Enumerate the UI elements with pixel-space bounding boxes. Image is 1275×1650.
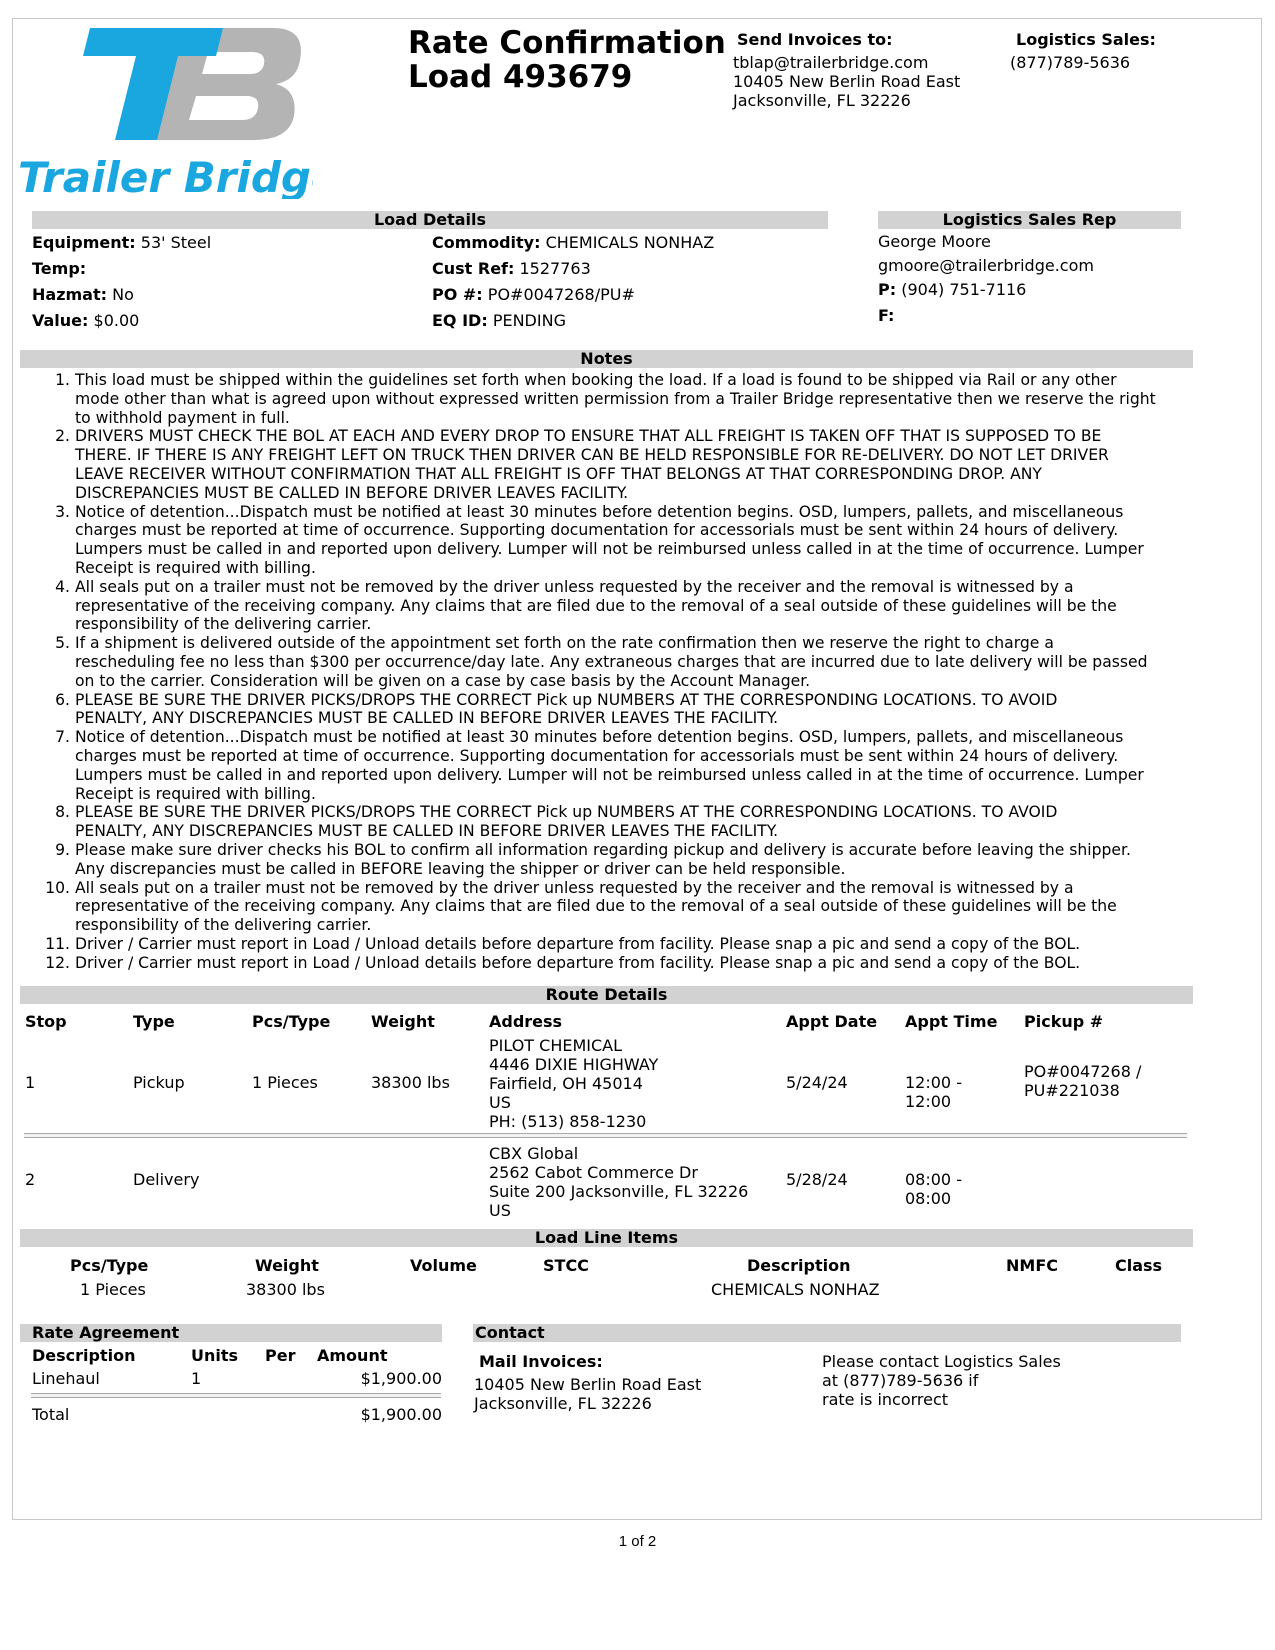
route-col-pcs: Pcs/Type <box>252 1012 331 1031</box>
route-col-stop: Stop <box>25 1012 67 1031</box>
rate-total-amount: $1,900.00 <box>360 1405 442 1424</box>
note-text-line: responsibility of the delivering carrier. <box>75 615 372 634</box>
note-item <box>15 503 1195 578</box>
line-item-description: CHEMICALS NONHAZ <box>711 1280 880 1299</box>
temp-label: Temp: <box>32 259 87 278</box>
load-line-items-header: Load Line Items <box>20 1229 1193 1247</box>
route-col-appt-date: Appt Date <box>786 1012 878 1031</box>
mail-invoices-label: Mail Invoices: <box>479 1352 603 1371</box>
note-text-line: representative of the receiving company. Any claims that are filed due to the removal of a seal outside of these guidelines will be the <box>75 897 1117 916</box>
note-text-line: Please make sure driver checks his BOL to confirm all information regarding pickup and delivery is accurate before leaving the shipper. <box>75 840 1131 859</box>
note-number: 6. <box>55 690 70 709</box>
rate-col-per: Per <box>265 1346 296 1365</box>
equipment-label: Equipment: <box>32 233 136 252</box>
note-item <box>15 879 1195 935</box>
route-row-stop-1 <box>25 1036 1195 1131</box>
stop-appt-time <box>905 1073 962 1111</box>
notes-list <box>15 371 1195 973</box>
note-text-line: Notice of detention...Dispatch must be notified at least 30 minutes before detention begins. OSD, lumpers, pallets, and miscellaneous <box>75 728 1124 747</box>
note-item <box>15 841 1195 879</box>
sales-rep-phone-label: P: <box>878 280 897 299</box>
logistics-sales-phone: (877)789-5636 <box>1010 53 1131 72</box>
page-number: 1 of 2 <box>618 1533 657 1550</box>
invoice-city: Jacksonville, FL 32226 <box>733 91 911 110</box>
eq-id-value: PENDING <box>492 311 566 330</box>
line-items-table-header <box>0 1256 1275 1276</box>
load-number: Load 493679 <box>408 59 633 95</box>
note-text-line: LEAVE RECEIVER WITHOUT CONFIRMATION THAT ALL FREIGHT IS OFF THAT BELONGS AT THAT CORRESPONDING DROP. ANY <box>75 464 1042 483</box>
contact-note-line: Please contact Logistics Sales <box>822 1352 1061 1371</box>
stop-appt-date: 5/28/24 <box>786 1170 848 1189</box>
contact-note <box>822 1352 1061 1409</box>
address-line: Suite 200 Jacksonville, FL 32226 <box>489 1182 749 1201</box>
stop-weight: 38300 lbs <box>371 1073 450 1092</box>
note-text-line: on to the carrier. Consideration will be given on a case by case basis by the Account Manager. <box>75 671 811 690</box>
line-col-description: Description <box>747 1256 851 1275</box>
sales-rep-fax-label: F: <box>878 306 895 325</box>
rate-description: Linehaul <box>32 1369 100 1388</box>
stop-type: Delivery <box>133 1170 200 1189</box>
value-value: $0.00 <box>93 311 140 330</box>
note-item <box>15 578 1195 634</box>
note-item <box>15 954 1195 973</box>
contact-header: Contact <box>473 1324 1181 1342</box>
stop-address <box>489 1144 748 1220</box>
equipment-value: 53' Steel <box>140 233 212 252</box>
note-text-line: Driver / Carrier must report in Load / Unload details before departure from facility. Please snap a pic and send a copy of the BOL. <box>75 953 1081 972</box>
note-number: 4. <box>55 577 70 596</box>
load-details-left <box>32 233 412 337</box>
note-text-line: Lumpers must be called in and reported upon delivery. Lumper will not be reimbursed unless called in at the time of occurrence. Lumper <box>75 765 1144 784</box>
value-label: Value: <box>32 311 89 330</box>
note-number: 2. <box>55 427 70 446</box>
logistics-sales-block <box>1010 30 1156 72</box>
line-col-pcs: Pcs/Type <box>70 1256 149 1275</box>
load-details-middle <box>432 233 852 337</box>
note-number: 3. <box>55 502 70 521</box>
contact-mail-block <box>474 1352 701 1413</box>
note-text-line: All seals put on a trailer must not be removed by the driver unless requested by the receiver and the removal is witnessed by a <box>75 577 1074 596</box>
load-details-header: Load Details <box>32 211 828 229</box>
send-invoices-block <box>733 30 960 110</box>
stop-appt-date: 5/24/24 <box>786 1073 848 1092</box>
note-number: 12. <box>45 953 70 972</box>
line-col-weight: Weight <box>255 1256 319 1275</box>
note-text-line: Driver / Carrier must report in Load / Unload details before departure from facility. Please snap a pic and send a copy of the BOL. <box>75 934 1081 953</box>
stop-number: 2 <box>25 1170 36 1189</box>
line-col-nmfc: NMFC <box>1006 1256 1058 1275</box>
rate-agreement-header: Rate Agreement <box>20 1324 442 1342</box>
line-item-weight: 38300 lbs <box>246 1280 325 1299</box>
route-col-type: Type <box>133 1012 175 1031</box>
note-text-line: PLEASE BE SURE THE DRIVER PICKS/DROPS THE CORRECT Pick up NUMBERS AT THE CORRESPONDING LOCATIONS. TO AVOID <box>75 690 1058 709</box>
rate-col-units: Units <box>191 1346 239 1365</box>
pickup-line: PO#0047268 / <box>1024 1062 1142 1081</box>
rate-row-linehaul <box>32 1369 442 1389</box>
stop-address <box>489 1036 658 1131</box>
route-col-weight: Weight <box>371 1012 435 1031</box>
sales-rep-header: Logistics Sales Rep <box>878 211 1181 229</box>
rate-units: 1 <box>191 1369 202 1388</box>
note-text-line: All seals put on a trailer must not be removed by the driver unless requested by the receiver and the removal is witnessed by a <box>75 878 1074 897</box>
contact-street: 10405 New Berlin Road East <box>474 1375 702 1394</box>
cust-ref-label: Cust Ref: <box>432 259 515 278</box>
appt-time-line: 12:00 <box>905 1092 952 1111</box>
appt-time-line: 12:00 - <box>905 1073 962 1092</box>
rate-col-description: Description <box>32 1346 136 1365</box>
address-line: 2562 Cabot Commerce Dr <box>489 1163 698 1182</box>
line-col-stcc: STCC <box>543 1256 589 1275</box>
address-line: US <box>489 1201 511 1220</box>
address-line: Fairfield, OH 45014 <box>489 1074 643 1093</box>
rate-total-row <box>32 1405 442 1425</box>
sales-rep-email: gmoore@trailerbridge.com <box>878 256 1094 275</box>
stop-type: Pickup <box>133 1073 185 1092</box>
note-text-line: PENALTY, ANY DISCREPANCIES MUST BE CALLED IN BEFORE DRIVER LEAVES THE FACILITY. <box>75 822 779 841</box>
po-value: PO#0047268/PU# <box>487 285 635 304</box>
line-item-row <box>0 1280 1275 1300</box>
note-text-line: rescheduling fee no less than $300 per occurrence/day late. Any extraneous charges that are incurred due to late delivery will be passed <box>75 652 1148 671</box>
note-text-line: DISCREPANCIES MUST BE CALLED IN BEFORE DRIVER LEAVES FACILITY. <box>75 483 629 502</box>
note-text-line: mode other than what is agreed upon without expressed written permission from a Trailer Bridge representative then we reserve the right <box>75 389 1156 408</box>
stop-number: 1 <box>25 1073 36 1092</box>
note-text-line: Any discrepancies must be called in BEFORE leaving the shipper or driver can be held responsible. <box>75 859 846 878</box>
eq-id-label: EQ ID: <box>432 311 488 330</box>
tb-monogram-icon <box>18 24 313 199</box>
stop-appt-time <box>905 1170 962 1208</box>
po-label: PO #: <box>432 285 483 304</box>
route-row-stop-2 <box>25 1144 1195 1218</box>
address-line: PH: (513) 858-1230 <box>489 1112 647 1131</box>
note-text-line: PENALTY, ANY DISCREPANCIES MUST BE CALLED IN BEFORE DRIVER LEAVES THE FACILITY. <box>75 709 779 728</box>
note-item <box>15 803 1195 841</box>
note-item <box>15 935 1195 954</box>
note-number: 5. <box>55 634 70 653</box>
trailer-bridge-logo <box>18 24 313 199</box>
invoice-street: 10405 New Berlin Road East <box>733 72 961 91</box>
rate-amount: $1,900.00 <box>360 1369 442 1388</box>
note-text-line: responsibility of the delivering carrier. <box>75 916 372 935</box>
address-line: CBX Global <box>489 1144 579 1163</box>
sales-rep-phone: (904) 751-7116 <box>901 280 1027 299</box>
note-text-line: Receipt is required with billing. <box>75 558 316 577</box>
appt-time-line: 08:00 <box>905 1189 952 1208</box>
note-text-line: THERE. IF THERE IS ANY FREIGHT LEFT ON TRUCK THEN DRIVER CAN BE HELD RESPONSIBLE FOR RE-DELIVERY. DO NOT LET DRIVER <box>75 446 1109 465</box>
rate-total-label: Total <box>32 1405 70 1424</box>
sales-rep-details <box>878 232 1198 332</box>
route-col-pickup: Pickup # <box>1024 1012 1104 1031</box>
note-number: 10. <box>45 878 70 897</box>
stop-pieces: 1 Pieces <box>252 1073 318 1092</box>
note-text-line: Lumpers must be called in and reported upon delivery. Lumper will not be reimbursed unless called in at the time of occurrence. Lumper <box>75 540 1144 559</box>
note-item <box>15 691 1195 729</box>
note-number: 8. <box>55 803 70 822</box>
invoice-email: tblap@trailerbridge.com <box>733 53 929 72</box>
note-text-line: If a shipment is delivered outside of the appointment set forth on the rate confirmation then we reserve the right to charge a <box>75 634 1054 653</box>
contact-city: Jacksonville, FL 32226 <box>474 1394 652 1413</box>
send-invoices-heading: Send Invoices to: <box>737 30 893 49</box>
route-table-header <box>25 1012 1195 1032</box>
line-col-volume: Volume <box>410 1256 477 1275</box>
stop-pickup-number <box>1024 1062 1141 1100</box>
note-item <box>15 427 1195 502</box>
pickup-line: PU#221038 <box>1024 1081 1120 1100</box>
note-number: 9. <box>55 840 70 859</box>
sales-rep-name: George Moore <box>878 232 991 251</box>
address-line: PILOT CHEMICAL <box>489 1036 623 1055</box>
route-col-appt-time: Appt Time <box>905 1012 998 1031</box>
note-item <box>15 728 1195 803</box>
hazmat-label: Hazmat: <box>32 285 108 304</box>
note-text-line: PLEASE BE SURE THE DRIVER PICKS/DROPS THE CORRECT Pick up NUMBERS AT THE CORRESPONDING LOCATIONS. TO AVOID <box>75 803 1058 822</box>
line-item-pieces: 1 Pieces <box>80 1280 146 1299</box>
note-text-line: representative of the receiving company. Any claims that are filed due to the removal of a seal outside of these guidelines will be the <box>75 596 1117 615</box>
note-item <box>15 371 1195 427</box>
route-row-divider <box>24 1133 1187 1138</box>
svg-text:Trailer Bridge: Trailer Bridge <box>18 153 313 199</box>
rate-total-divider <box>31 1393 441 1398</box>
route-details-header: Route Details <box>20 986 1193 1004</box>
commodity-value: CHEMICALS NONHAZ <box>545 233 715 252</box>
appt-time-line: 08:00 - <box>905 1170 962 1189</box>
note-text-line: This load must be shipped within the guidelines set forth when booking the load. If a load is found to be shipped via Rail or any other <box>75 371 1117 389</box>
rate-table-header <box>32 1346 442 1366</box>
note-text-line: DRIVERS MUST CHECK THE BOL AT EACH AND EVERY DROP TO ENSURE THAT ALL FREIGHT IS TAKEN OFF THAT IS SUPPOSED TO BE <box>75 427 1102 446</box>
address-line: US <box>489 1093 511 1112</box>
note-text-line: charges must be reported at time of occurrence. Supporting documentation for accessorials must be sent within 24 hours of delivery. <box>75 746 1119 765</box>
contact-note-line: rate is incorrect <box>822 1390 949 1409</box>
note-text-line: to withhold payment in full. <box>75 408 290 427</box>
contact-note-line: at (877)789-5636 if <box>822 1371 979 1390</box>
note-number: 11. <box>45 934 70 953</box>
document-title: Rate Confirmation <box>408 25 726 61</box>
hazmat-value: No <box>112 285 134 304</box>
note-item <box>15 634 1195 690</box>
note-number: 1. <box>55 371 70 389</box>
note-text-line: Notice of detention...Dispatch must be notified at least 30 minutes before detention begins. OSD, lumpers, pallets, and miscellaneous <box>75 502 1124 521</box>
rate-col-amount: Amount <box>317 1346 388 1365</box>
commodity-label: Commodity: <box>432 233 541 252</box>
cust-ref-value: 1527763 <box>519 259 591 278</box>
line-col-class: Class <box>1115 1256 1163 1275</box>
route-col-address: Address <box>489 1012 563 1031</box>
notes-header: Notes <box>20 350 1193 368</box>
note-number: 7. <box>55 728 70 747</box>
notes-list-container <box>15 371 1195 973</box>
logistics-sales-heading: Logistics Sales: <box>1016 30 1156 49</box>
address-line: 4446 DIXIE HIGHWAY <box>489 1055 659 1074</box>
note-text-line: Receipt is required with billing. <box>75 784 316 803</box>
note-text-line: charges must be reported at time of occurrence. Supporting documentation for accessorials must be sent within 24 hours of delivery. <box>75 521 1119 540</box>
